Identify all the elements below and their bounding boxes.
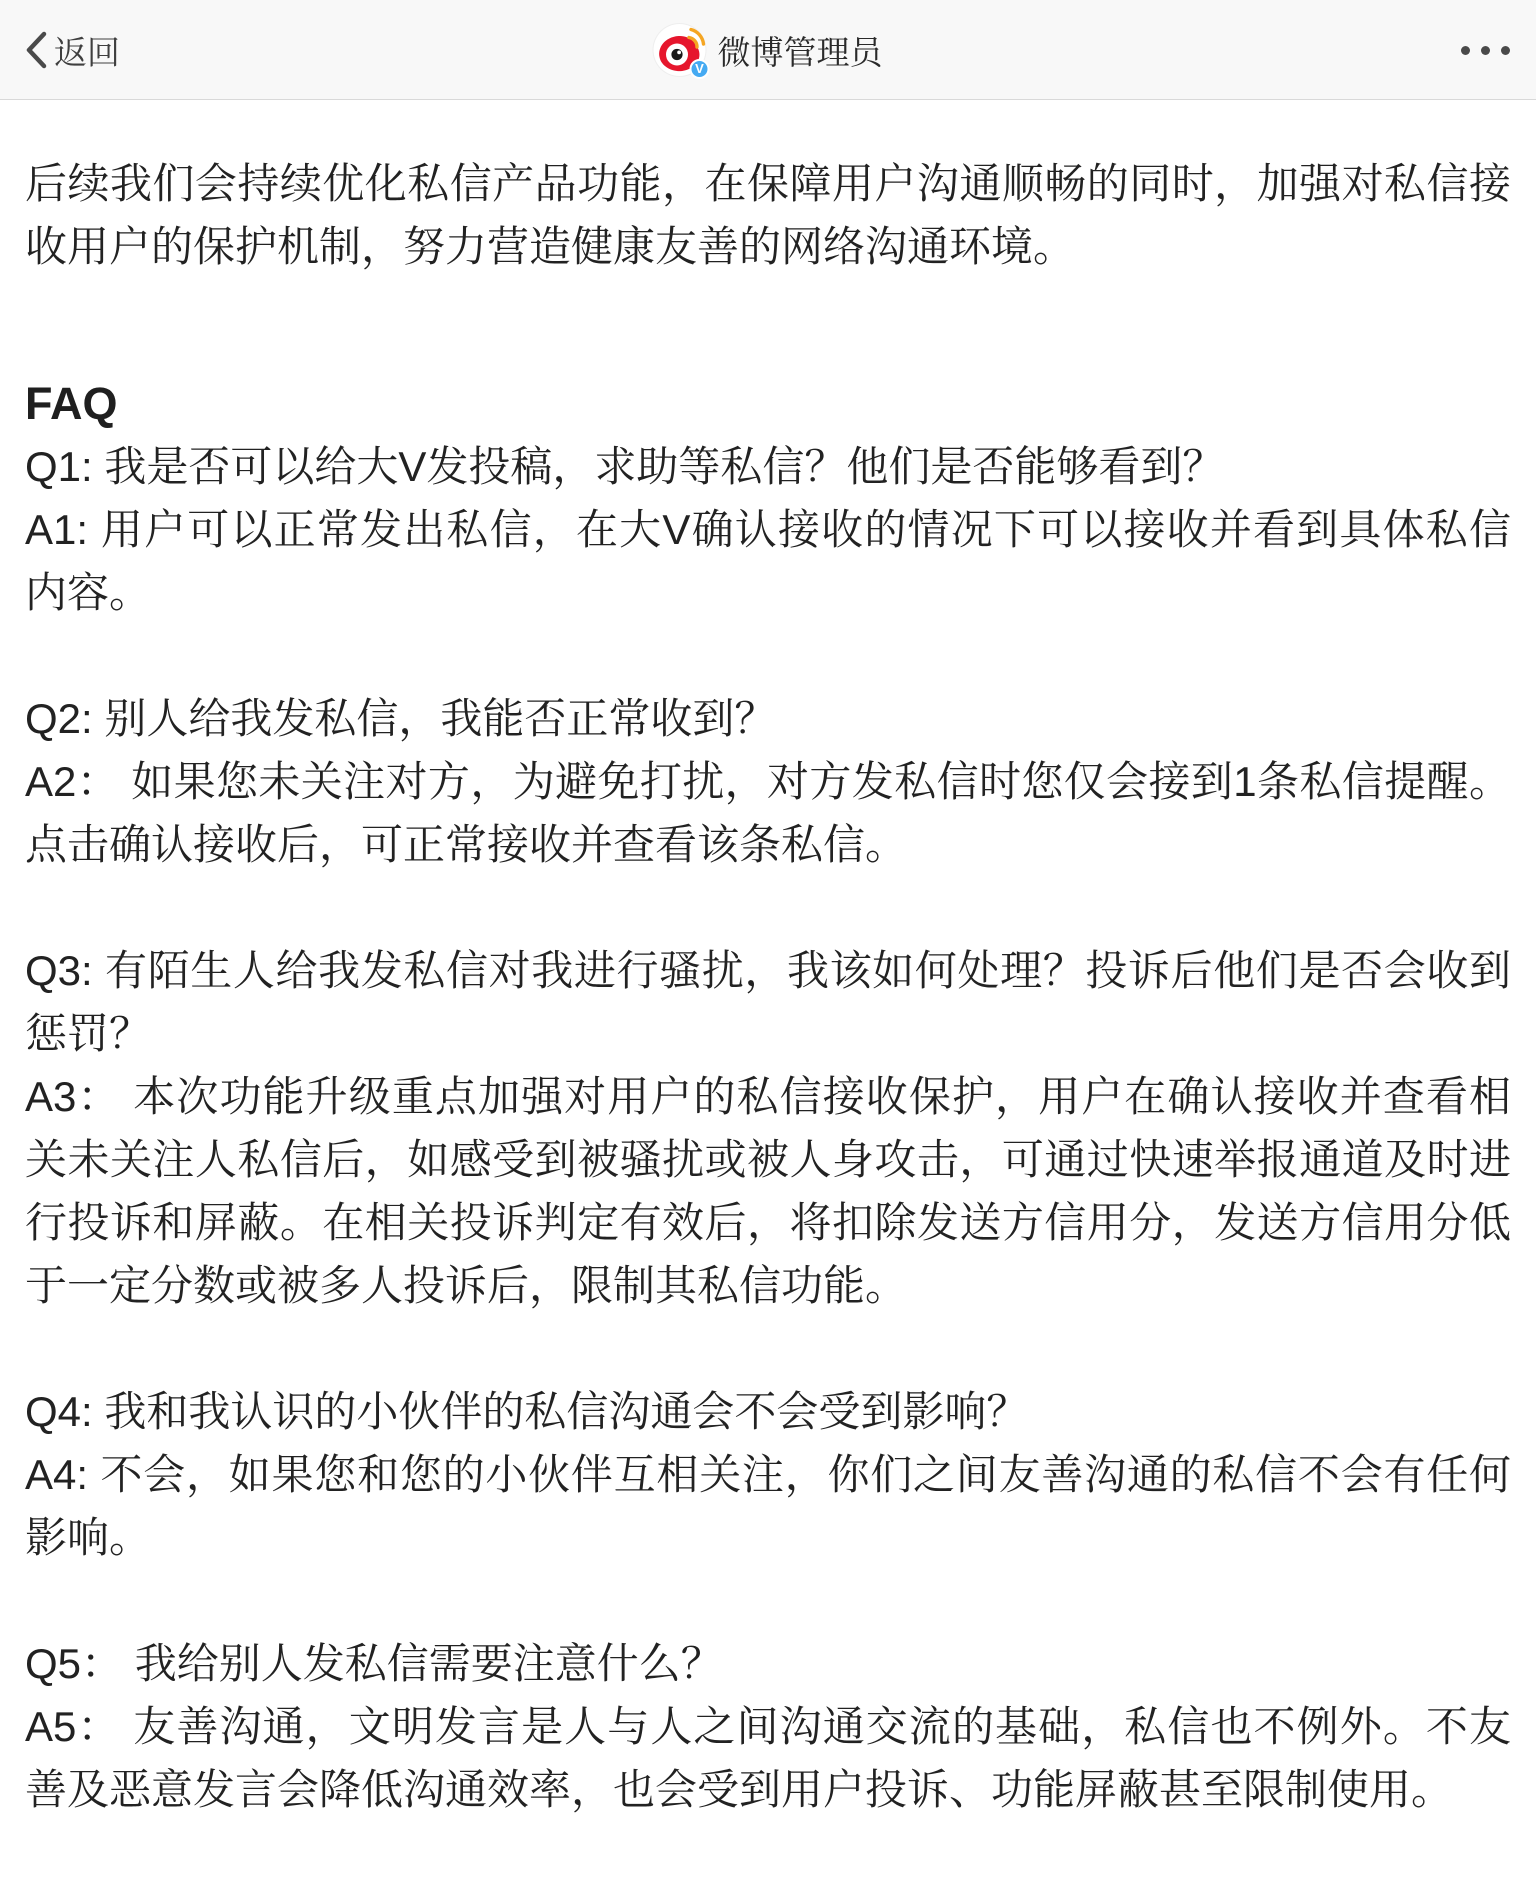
verified-badge-icon: V (690, 59, 710, 79)
back-button[interactable] (24, 0, 120, 100)
weibo-logo-icon (654, 24, 706, 76)
faq-item-3 (25, 939, 1511, 1317)
faq-answer-5: A5： 友善沟通，文明发言是人与人之间沟通交流的基础，私信也不例外。不友善及恶意发言会降低沟通效率，也会受到用户投诉、功能屏蔽甚至限制使用。 (25, 1703, 1511, 1813)
ellipsis-dot (1481, 46, 1490, 55)
faq-answer-4: A4: 不会，如果您和您的小伙伴互相关注，你们之间友善沟通的私信不会有任何影响。 (25, 1451, 1511, 1561)
ellipsis-dot (1501, 46, 1510, 55)
ellipsis-dot (1461, 46, 1470, 55)
faq-answer-2: A2： 如果您未关注对方，为避免打扰，对方发私信时您仅会接到1条私信提醒。点击确认接收后，可正常接收并查看该条私信。 (25, 758, 1511, 868)
faq-answer-3: A3： 本次功能升级重点加强对用户的私信接收保护，用户在确认接收并查看相关未关注人私信后，如感受到被骚扰或被人身攻击，可通过快速举报通道及时进行投诉和屏蔽。在相关投诉判定有效后，将扣除发送方信用分，发送方信用分低于一定分数或被多人投诉后，限制其私信功能。 (25, 1073, 1511, 1309)
faq-item-5 (25, 1632, 1511, 1821)
article-content (0, 100, 1536, 1881)
faq-item-1 (25, 435, 1511, 624)
faq-question-5: Q5： 我给别人发私信需要注意什么？ (25, 1640, 723, 1687)
back-label: 返回 (54, 33, 120, 71)
faq-question-1: Q1: 我是否可以给大V发投稿，求助等私信？他们是否能够看到？ (25, 443, 1225, 490)
faq-item-4 (25, 1380, 1511, 1569)
faq-answer-1: A1: 用户可以正常发出私信，在大V确认接收的情况下可以接收并看到具体私信内容。 (25, 506, 1511, 616)
page-title: 微博管理员 (717, 33, 883, 71)
nav-bar (0, 0, 1536, 100)
account-header[interactable] (654, 0, 883, 100)
intro-paragraph: 后续我们会持续优化私信产品功能，在保障用户沟通顺畅的同时，加强对私信接收用户的保护机制，努力营造健康友善的网络沟通环境。 (25, 160, 1511, 270)
faq-question-4: Q4: 我和我认识的小伙伴的私信沟通会不会受到影响？ (25, 1388, 1029, 1435)
faq-item-2 (25, 687, 1511, 876)
chevron-left-icon (24, 30, 48, 70)
faq-question-2: Q2: 别人给我发私信，我能否正常收到？ (25, 695, 777, 742)
more-button[interactable] (1461, 0, 1510, 100)
faq-heading: FAQ (25, 378, 118, 429)
faq-question-3: Q3: 有陌生人给我发私信对我进行骚扰，我该如何处理？投诉后他们是否会收到惩罚？ (25, 947, 1511, 1057)
